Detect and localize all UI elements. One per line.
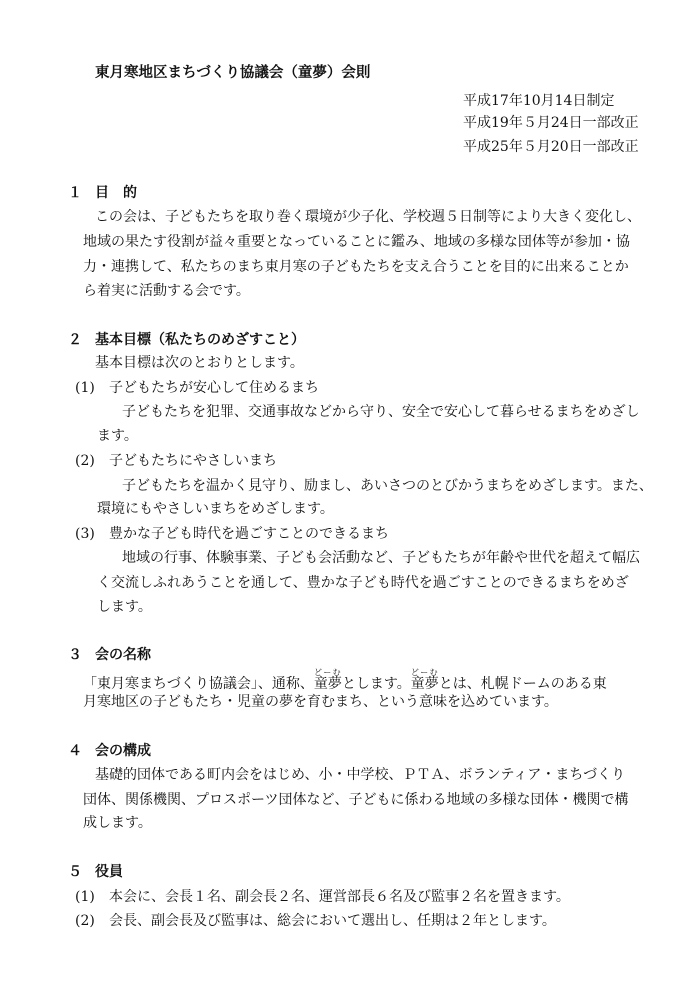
section-heading: 基本目標（私たちのめざすこと）	[95, 332, 305, 348]
ruby-domu	[410, 668, 439, 692]
item-mark: (1)	[75, 380, 95, 396]
body-line: 団体、関係機関、プロスポーツ団体など、子どもに係わる地域の多様な団体・機関で構	[83, 792, 629, 808]
body-line: 成します。	[83, 815, 152, 831]
history-line: 平成17年10月14日制定	[463, 93, 615, 109]
ruby-base: 童夢	[313, 676, 342, 692]
item-mark: (2)	[75, 913, 95, 929]
body-line: 基礎的団体である町内会をはじめ、小・中学校、ＰＴＡ、ボランティア・まちづくり	[95, 767, 626, 783]
section-heading: 会の名称	[95, 647, 151, 663]
document-title: 東月寒地区まちづくり協議会（童夢）会則	[95, 64, 371, 81]
item-title: 子どもたちにやさしいまち	[109, 453, 277, 469]
body-line: く交流しふれあうことを通して、豊かな子ども時代を過ごすことのできるまちをめざ	[97, 575, 629, 591]
section-heading: 役員	[95, 864, 123, 880]
body-text: 「東月寒まちづくり協議会」、通称、	[83, 676, 314, 692]
body-line: 子どもたちを温かく見守り、励まし、あいさつのとびかうまちをめざします。また、	[122, 478, 653, 494]
section-number: ２	[68, 332, 82, 348]
body-text: とは、札幌ドームのある東	[438, 676, 607, 692]
history-line: 平成19年５月24日一部改正	[463, 115, 639, 131]
body-line: 会長、副会長及び監事は、総会において選出し、任期は２年とします。	[109, 913, 556, 929]
ruby-base: 童夢	[410, 676, 439, 692]
item-mark: (2)	[75, 453, 95, 469]
body-line: 環境にもやさしいまちをめざします。	[97, 501, 334, 517]
section-number: ３	[68, 647, 82, 663]
body-line: ます。	[97, 428, 138, 444]
ruby-domu	[313, 668, 342, 692]
body-line: します。	[97, 599, 152, 615]
body-line: 地域の果たす役割が益々重要となっていることに鑑み、地域の多様な団体等が参加・協	[83, 234, 630, 250]
body-line: この会は、子どもたちを取り巻く環境が少子化、学校週５日制等により大きく変化し、	[95, 209, 641, 225]
body-line: 地域の行事、体験事業、子ども会活動など、子どもたちが年齢や世代を超えて幅広	[122, 550, 640, 566]
body-line: 力・連携して、私たちのまち東月寒の子どもたちを支え合うことを目的に出来ることか	[83, 259, 629, 275]
section-number: ４	[68, 743, 82, 759]
section-number: ５	[68, 864, 82, 880]
ruby-reading: どーむ	[410, 668, 439, 677]
body-line: 本会に、会長１名、副会長２名、運営部長６名及び監事２名を置きます。	[109, 889, 570, 905]
body-line: 月寒地区の子どもたち・児童の夢を育むまち、という意味を込めています。	[83, 694, 558, 710]
item-mark: (3)	[75, 526, 95, 542]
item-mark: (1)	[75, 889, 95, 905]
item-title: 子どもたちが安心して住めるまち	[109, 380, 319, 396]
body-line	[83, 668, 607, 694]
history-line: 平成25年５月20日一部改正	[463, 139, 639, 155]
body-text: とします。	[341, 676, 411, 692]
section-heading: 会の構成	[95, 743, 151, 759]
ruby-reading: どーむ	[313, 668, 342, 677]
body-line: 基本目標は次のとおりとします。	[95, 355, 304, 371]
section-number: １	[68, 185, 82, 201]
body-line: ら着実に活動する会です。	[83, 283, 250, 299]
item-title: 豊かな子ども時代を過ごすことのできるまち	[109, 526, 389, 542]
body-line: 子どもたちを犯罪、交通事故などから守り、安全で安心して暮らせるまちをめざし	[122, 404, 640, 420]
section-heading: 目 的	[95, 185, 137, 201]
